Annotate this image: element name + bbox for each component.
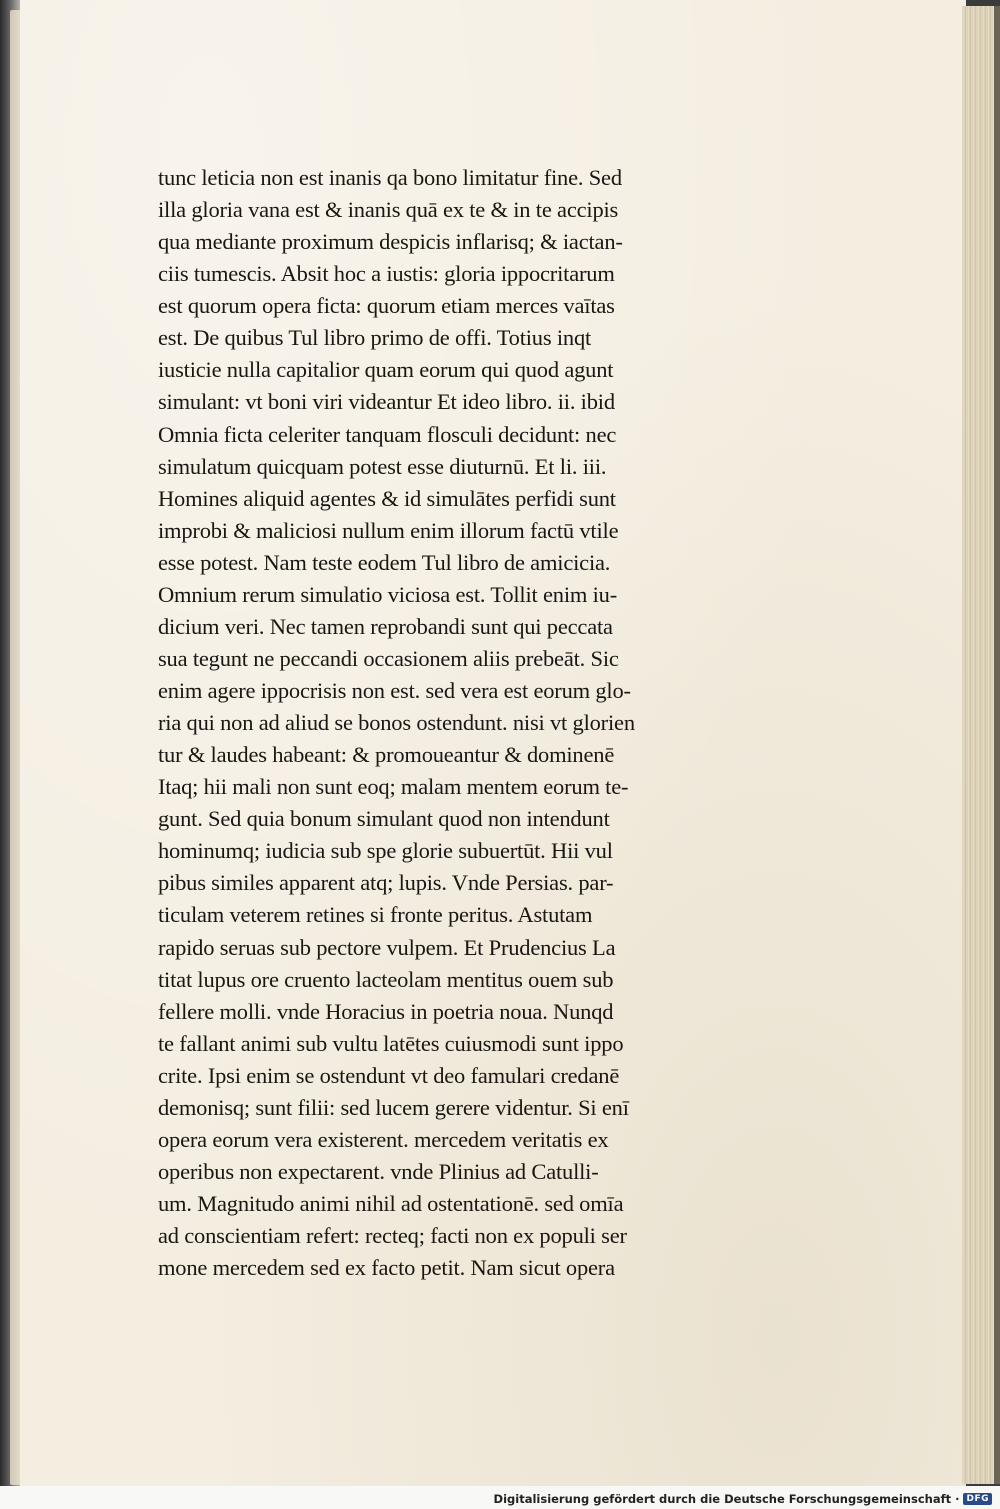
text-line: illa gloria vana est & inanis quā ex te & in te accipis bbox=[158, 197, 619, 223]
text-line: titat lupus ore cruento lacteolam mentitus ouem sub bbox=[158, 966, 614, 992]
text-line: Omnia ficta celeriter tanquam flosculi decidunt: nec bbox=[158, 421, 617, 447]
text-line: opera eorum vera existerent. mercedem veritatis ex bbox=[158, 1126, 609, 1152]
text-line: hominumq; iudicia sub spe glorie subuertūt. Hii vul bbox=[158, 838, 613, 864]
credit-text: Digitalisierung gefördert durch die Deutsche Forschungsgemeinschaft bbox=[493, 1492, 952, 1506]
text-line: enim agere ippocrisis non est. sed vera est eorum glo- bbox=[158, 678, 631, 703]
text-line: esse potest. Nam teste eodem Tul libro de amicicia. bbox=[158, 549, 611, 575]
page-stack-edges bbox=[962, 6, 1000, 1484]
text-line: est. De quibus Tul libro primo de offi. Totius inqt bbox=[158, 325, 592, 351]
text-line: ticulam veterem retines si fronte peritus. Astutam bbox=[158, 902, 593, 928]
text-line: pibus similes apparent atq; lupis. Vnde Persias. par- bbox=[158, 870, 614, 896]
text-line: ria qui non ad aliud se bonos ostendunt. nisi vt glorien bbox=[158, 710, 635, 736]
printed-text-block bbox=[158, 162, 733, 1284]
text-line: simulatum quicquam potest esse diuturnū. Et li. iii. bbox=[158, 453, 607, 479]
dfg-logo-icon: DFG bbox=[963, 1493, 992, 1505]
text-line: te fallant animi sub vultu latētes cuiusmodi sunt ippo bbox=[158, 1030, 624, 1056]
text-line: Omnium rerum simulatio viciosa est. Tollit enim iu- bbox=[158, 581, 618, 607]
text-line: tunc leticia non est inanis qa bono limitatur fine. Sed bbox=[158, 165, 622, 190]
text-line: ciis tumescis. Absit hoc a iustis: gloria ippocritarum bbox=[158, 261, 615, 287]
text-line: iusticie nulla capitalior quam eorum qui quod agunt bbox=[158, 357, 614, 383]
text-line: mone mercedem sed ex facto petit. Nam sicut opera bbox=[158, 1255, 615, 1281]
credit-separator: · bbox=[955, 1492, 960, 1506]
text-line: dicium veri. Nec tamen reprobandi sunt qui peccata bbox=[158, 613, 613, 639]
text-line: tur & laudes habeant: & promoueantur & dominenē bbox=[158, 742, 615, 768]
text-line: fellere molli. vnde Horacius in poetria noua. Nunqd bbox=[158, 998, 614, 1024]
text-line: simulant: vt boni viri videantur Et ideo libro. ii. ibid bbox=[158, 389, 615, 415]
handwritten-inscription bbox=[372, 72, 572, 112]
text-line: demonisq; sunt filii: sed lucem gerere videntur. Si enī bbox=[158, 1094, 629, 1120]
text-line: qua mediante proximum despicis inflarisq; & iactan- bbox=[158, 229, 623, 255]
text-line: Homines aliquid agentes & id simulātes perfidi sunt bbox=[158, 485, 616, 511]
text-line: um. Magnitudo animi nihil ad ostentationē. sed omīa bbox=[158, 1191, 624, 1216]
text-line: operibus non expectarent. vnde Plinius ad Catulli- bbox=[158, 1158, 599, 1184]
text-line: crite. Ipsi enim se ostendunt vt deo famulari credanē bbox=[158, 1062, 620, 1088]
text-line: sua tegunt ne peccandi occasionem aliis prebeāt. Sic bbox=[158, 645, 619, 671]
text-line: Itaq; hii mali non sunt eoq; malam mentem eorum te- bbox=[158, 774, 629, 800]
text-line: est quorum opera ficta: quorum etiam merces vaītas bbox=[158, 293, 615, 319]
text-line: ad conscientiam refert: recteq; facti non ex populi ser bbox=[158, 1223, 627, 1249]
text-line: gunt. Sed quia bonum simulant quod non intendunt bbox=[158, 806, 610, 832]
digitization-credit bbox=[494, 1490, 992, 1508]
text-line: improbi & maliciosi nullum enim illorum factū vtile bbox=[158, 517, 619, 543]
text-line: rapido seruas sub pectore vulpem. Et Prudencius La bbox=[158, 934, 616, 960]
